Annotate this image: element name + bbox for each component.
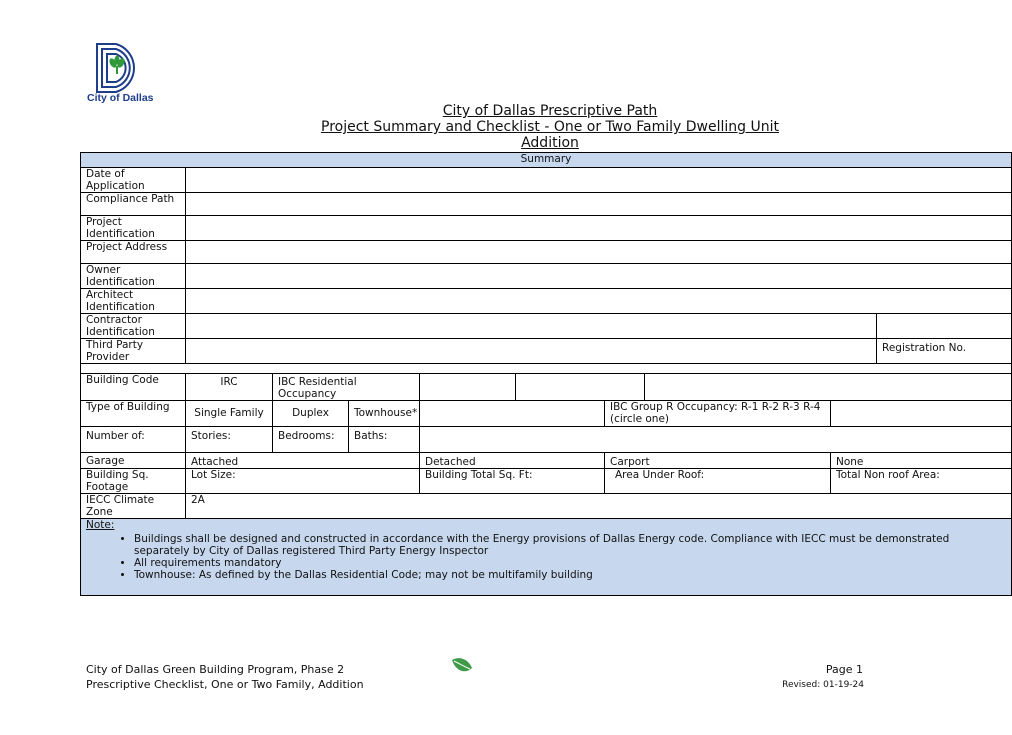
type-blank-field[interactable] (420, 401, 605, 427)
total-sqft-field[interactable]: Building Total Sq. Ft: (420, 469, 605, 494)
bedrooms-field[interactable]: Bedrooms: (273, 427, 349, 453)
contractor-label: Contractor Identification (81, 314, 186, 339)
number-of-extra-field[interactable] (420, 427, 1012, 453)
climate-zone-value[interactable]: 2A (186, 494, 1012, 519)
contractor-extra-field[interactable] (877, 314, 1012, 339)
total-non-roof-field[interactable]: Total Non roof Area: (831, 469, 1012, 494)
footer-line-2: Prescriptive Checklist, One or Two Family, Addition (86, 678, 364, 691)
third-party-field[interactable] (186, 339, 877, 364)
ibc-residential-field[interactable] (420, 374, 516, 401)
stories-field[interactable]: Stories: (186, 427, 273, 453)
summary-header: Summary (81, 153, 1012, 168)
building-code-field-3[interactable] (645, 374, 1012, 401)
type-of-building-label: Type of Building (81, 401, 186, 427)
ibc-group-option[interactable]: IBC Group R Occupancy: R-1 R-2 R-3 R-4 (circle one) (605, 401, 831, 427)
ibc-group-field[interactable] (831, 401, 1012, 427)
duplex-option[interactable]: Duplex (273, 401, 349, 427)
garage-attached-option[interactable]: Attached (186, 453, 420, 469)
note-list (86, 533, 1006, 581)
title-line-1: City of Dallas Prescriptive Path (442, 103, 658, 119)
logo-text: City of Dallas (87, 92, 154, 104)
lot-size-field[interactable]: Lot Size: (186, 469, 420, 494)
dallas-d-icon (94, 42, 156, 94)
note-label: Note: (86, 519, 115, 531)
architect-field[interactable] (186, 289, 1012, 314)
contractor-field[interactable] (186, 314, 877, 339)
project-address-label: Project Address (81, 241, 186, 264)
irc-option[interactable]: IRC (186, 374, 273, 401)
garage-label: Garage (81, 453, 186, 469)
footer-line-1: City of Dallas Green Building Program, Phase 2 (86, 663, 345, 676)
third-party-label: Third Party Provider (81, 339, 186, 364)
summary-form-table (80, 152, 1012, 596)
compliance-label: Compliance Path (81, 193, 186, 216)
revised-date: Revised: 01-19-24 (782, 680, 864, 690)
page-number: Page 1 (825, 663, 863, 676)
townhouse-option[interactable]: Townhouse* (349, 401, 420, 427)
ibc-residential-option[interactable]: IBC Residential Occupancy (273, 374, 420, 401)
climate-zone-label: IECC Climate Zone (81, 494, 186, 519)
compliance-field[interactable] (186, 193, 1012, 216)
number-of-label: Number of: (81, 427, 186, 453)
leaf-icon (450, 656, 474, 680)
building-code-label: Building Code (81, 374, 186, 401)
garage-none-option[interactable]: None (831, 453, 1012, 469)
owner-label: Owner Identification (81, 264, 186, 289)
area-under-roof-field[interactable]: Area Under Roof: (605, 469, 831, 494)
note-item: • Townhouse: As defined by the Dallas Residential Code; may not be multifamily building (134, 569, 1006, 581)
project-address-field[interactable] (186, 241, 1012, 264)
single-family-option[interactable]: Single Family (186, 401, 273, 427)
project-id-field[interactable] (186, 216, 1012, 241)
title-line-2: Project Summary and Checklist - One or Two Family Dwelling Unit (321, 119, 779, 135)
note-item: • All requirements mandatory (134, 557, 1006, 569)
note-box (81, 519, 1012, 596)
garage-detached-option[interactable]: Detached (420, 453, 605, 469)
date-field[interactable] (186, 168, 1012, 193)
date-label: Date of Application (81, 168, 186, 193)
building-code-field-2[interactable] (516, 374, 645, 401)
spacer-row (81, 364, 1012, 374)
project-id-label: Project Identification (81, 216, 186, 241)
baths-field[interactable]: Baths: (349, 427, 420, 453)
owner-field[interactable] (186, 264, 1012, 289)
sq-footage-label: Building Sq. Footage (81, 469, 186, 494)
note-item: • Buildings shall be designed and constructed in accordance with the Energy provisions of Dallas Energy code. Compliance with IECC must be demonstrated separately by City of Dallas registered Third Party Energy Inspector (134, 533, 1006, 557)
garage-carport-option[interactable]: Carport (605, 453, 831, 469)
registration-label: Registration No. (877, 339, 1012, 364)
architect-label: Architect Identification (81, 289, 186, 314)
title-line-3: Addition (521, 135, 579, 151)
